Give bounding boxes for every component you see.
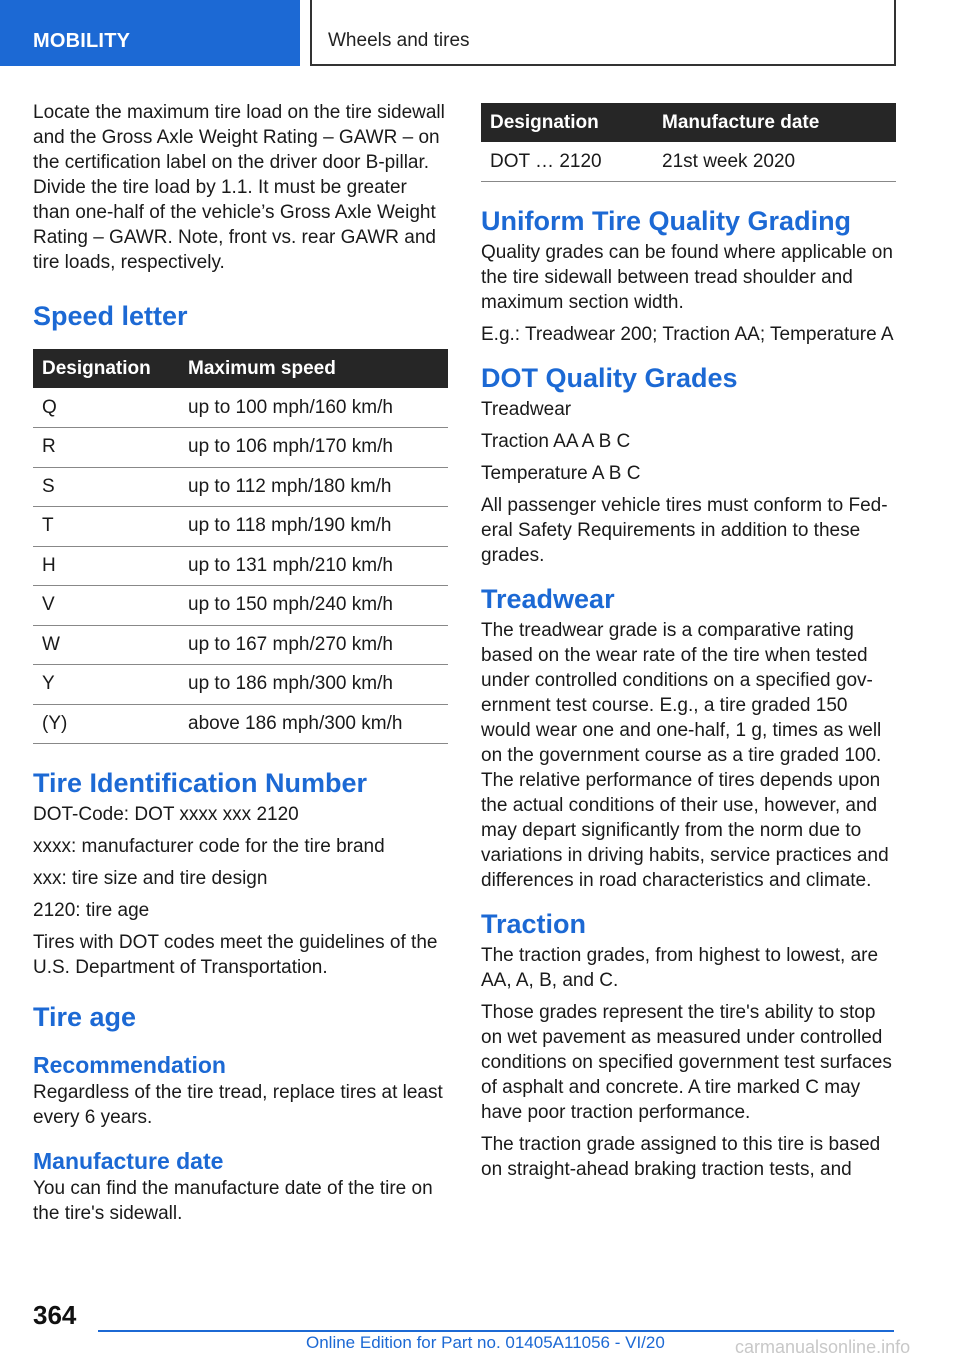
dot-line: Temperature A B C <box>481 463 641 484</box>
table-row <box>481 142 896 182</box>
traction-paragraph: The traction grades, from highest to lowest, are AA, A, B, and C. <box>481 945 879 991</box>
column-header: Designation <box>33 349 179 388</box>
intro-paragraph: Locate the maximum tire load on the tire sidewall and the Gross Axle Weight Rating – GAWR – on the certification label on the driver door B-pillar. Divide the tire load by 1.1. It must be greater than one-half of the vehicle’s Gross Axle Weight Rating – GAWR. Note, front vs. rear GAWR and tire loads, respectively. <box>33 102 445 273</box>
dot-grades-heading: DOT Quality Grades <box>481 363 738 393</box>
dot-line: Treadwear <box>481 399 572 420</box>
tin-line: 2120: tire age <box>33 900 150 921</box>
utqg-text: Quality grades can be found where applicable on the tire sidewall between tread shoulder and maximum section width. <box>481 242 893 313</box>
tin-heading: Tire Identification Number <box>33 768 368 798</box>
designation-cell: W <box>33 625 179 665</box>
tin-line: DOT-Code: DOT xxxx xxx 2120 <box>33 804 299 825</box>
tin-line: xxx: tire size and tire design <box>33 868 268 889</box>
tin-line: xxxx: manufacturer code for the tire brand <box>33 836 385 857</box>
table-row <box>33 388 448 428</box>
chapter-title-box <box>310 0 896 66</box>
footer-divider <box>98 1330 894 1332</box>
page-header <box>0 0 960 66</box>
table-header-row <box>33 349 448 388</box>
speed-letter-heading: Speed letter <box>33 301 188 331</box>
designation-cell: Q <box>33 388 179 428</box>
table-row <box>33 546 448 586</box>
manufacture-date-heading: Manufacture date <box>33 1148 224 1174</box>
speed-cell: up to 112 mph/180 km/h <box>179 467 448 507</box>
table-header-row <box>481 103 896 142</box>
manufacture-date-table <box>481 103 896 182</box>
column-header: Maximum speed <box>179 349 448 388</box>
table-row <box>33 467 448 507</box>
tin-line: Tires with DOT codes meet the guidelines of the U.S. Department of Transportation. <box>33 932 438 978</box>
chapter-title: Wheels and tires <box>328 30 470 51</box>
speed-letter-table <box>33 349 448 744</box>
dot-line: Traction AA A B C <box>481 431 631 452</box>
table-row <box>33 428 448 468</box>
recommendation-text: Regardless of the tire tread, replace tires at least every 6 years. <box>33 1082 443 1128</box>
date-cell: 21st week 2020 <box>653 142 896 182</box>
designation-cell: T <box>33 507 179 547</box>
speed-cell: up to 167 mph/270 km/h <box>179 625 448 665</box>
section-label: MOBILITY <box>33 30 131 52</box>
speed-cell: up to 100 mph/160 km/h <box>179 388 448 428</box>
speed-cell: up to 106 mph/170 km/h <box>179 428 448 468</box>
table-row <box>33 625 448 665</box>
table-row <box>33 665 448 705</box>
speed-cell: up to 131 mph/210 km/h <box>179 546 448 586</box>
recommendation-heading: Recommendation <box>33 1052 226 1078</box>
designation-cell: DOT … 2120 <box>481 142 653 182</box>
designation-cell: S <box>33 467 179 507</box>
watermark: carmanualsonline.info <box>735 1337 911 1357</box>
traction-paragraph: The traction grade assigned to this tire is based on straight-ahead braking traction tests, and <box>481 1134 881 1180</box>
traction-paragraph: Those grades represent the tire's ability to stop on wet pavement as measured under controlled conditions on specified government test surfaces of asphalt and concrete. A tire marked C may have poor traction performance. <box>481 1002 892 1123</box>
designation-cell: (Y) <box>33 704 179 744</box>
tire-age-heading: Tire age <box>33 1002 137 1032</box>
utqg-example: E.g.: Treadwear 200; Traction AA; Temperature A <box>481 324 894 345</box>
speed-cell: up to 186 mph/300 km/h <box>179 665 448 705</box>
speed-cell: up to 118 mph/190 km/h <box>179 507 448 547</box>
treadwear-text: The treadwear grade is a comparative rating based on the wear rate of the tire when tested under controlled conditions on a specified government test course. E.g., a tire graded 150 would wear one and one-half, 1 g, times as well on the government course as a tire graded 100. The relative performance of tires depends upon the actual conditions of their use, however, and may depart significantly from the norm due to variations in driving habits, service practices and differences in road characteristics and climate. <box>481 620 889 891</box>
right-column <box>481 103 896 1189</box>
column-header: Designation <box>481 103 653 142</box>
column-header: Manufacture date <box>653 103 896 142</box>
designation-cell: Y <box>33 665 179 705</box>
edition-footer: Online Edition for Part no. 01405A11056 - VI/20 <box>306 1333 665 1352</box>
section-tab <box>0 0 300 66</box>
designation-cell: H <box>33 546 179 586</box>
table-row <box>33 507 448 547</box>
utqg-heading: Uniform Tire Quality Grading <box>481 206 852 236</box>
speed-cell: above 186 mph/300 km/h <box>179 704 448 744</box>
designation-cell: V <box>33 586 179 626</box>
manufacture-date-text: You can find the manufacture date of the tire on the tire's sidewall. <box>33 1178 433 1224</box>
left-column <box>33 100 448 1233</box>
table-row <box>33 586 448 626</box>
dot-line: All passenger vehicle tires must conform to Federal Safety Requirements in addition to these grades. <box>481 495 888 566</box>
traction-heading: Traction <box>481 909 587 939</box>
designation-cell: R <box>33 428 179 468</box>
speed-cell: up to 150 mph/240 km/h <box>179 586 448 626</box>
page-number: 364 <box>33 1300 77 1330</box>
table-row <box>33 704 448 744</box>
treadwear-heading: Treadwear <box>481 584 615 614</box>
